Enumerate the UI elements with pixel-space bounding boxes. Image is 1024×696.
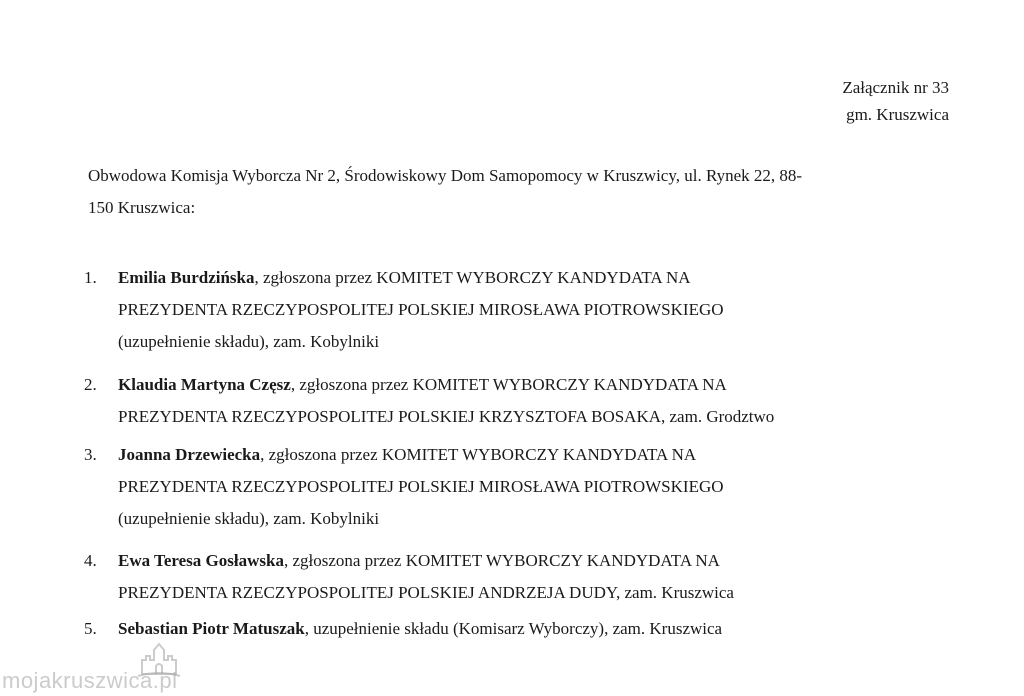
member-name: Emilia Burdzińska [118,268,255,287]
intro-line-2: 150 Kruszwica: [88,198,196,217]
member-detail-line-2: PREZYDENTA RZECZYPOSPOLITEJ POLSKIEJ KRZYSZTOFA BOSAKA, zam. Grodztwo [118,407,775,426]
member-detail-line-2: PREZYDENTA RZECZYPOSPOLITEJ POLSKIEJ ANDRZEJA DUDY, zam. Kruszwica [118,583,734,602]
member-name: Joanna Drzewiecka [118,445,261,464]
list-item [84,439,929,535]
member-detail-line-3: (uzupełnienie składu), zam. Kobylniki [118,509,380,528]
item-number: 3. [84,445,97,464]
list-item [84,369,929,433]
item-number: 5. [84,619,97,638]
member-detail-line-1: , zgłoszona przez KOMITET WYBORCZY KANDYDATA NA [254,268,691,287]
item-number: 2. [84,375,97,394]
member-detail-line-2: PREZYDENTA RZECZYPOSPOLITEJ POLSKIEJ MIROSŁAWA PIOTROWSKIEGO [118,300,724,319]
annex-municipality: gm. Kruszwica [846,105,949,124]
member-detail-line-1: , uzupełnienie składu (Komisarz Wyborczy), zam. Kruszwica [304,619,723,638]
annex-header [842,74,949,128]
list-item [84,545,929,609]
list-item [84,262,929,358]
member-name: Ewa Teresa Gosławska [118,551,284,570]
member-detail-line-2: PREZYDENTA RZECZYPOSPOLITEJ POLSKIEJ MIROSŁAWA PIOTROWSKIEGO [118,477,724,496]
commission-intro [88,160,930,224]
list-item [84,613,929,645]
member-name: Sebastian Piotr Matuszak [118,619,305,638]
member-detail-line-1: , zgłoszona przez KOMITET WYBORCZY KANDYDATA NA [290,375,727,394]
member-detail-line-1: , zgłoszona przez KOMITET WYBORCZY KANDYDATA NA [260,445,697,464]
member-name: Klaudia Martyna Częsz [118,375,291,394]
item-number: 1. [84,268,97,287]
member-detail-line-1: , zgłoszona przez KOMITET WYBORCZY KANDYDATA NA [283,551,720,570]
item-number: 4. [84,551,97,570]
annex-number: Załącznik nr 33 [842,78,949,97]
intro-line-1: Obwodowa Komisja Wyborcza Nr 2, Środowiskowy Dom Samopomocy w Kruszwicy, ul. Rynek 22, 88- [88,166,803,185]
watermark-text: mojakruszwica.pl [2,668,178,693]
castle-tower-icon [136,640,182,680]
member-detail-line-3: (uzupełnienie składu), zam. Kobylniki [118,332,380,351]
